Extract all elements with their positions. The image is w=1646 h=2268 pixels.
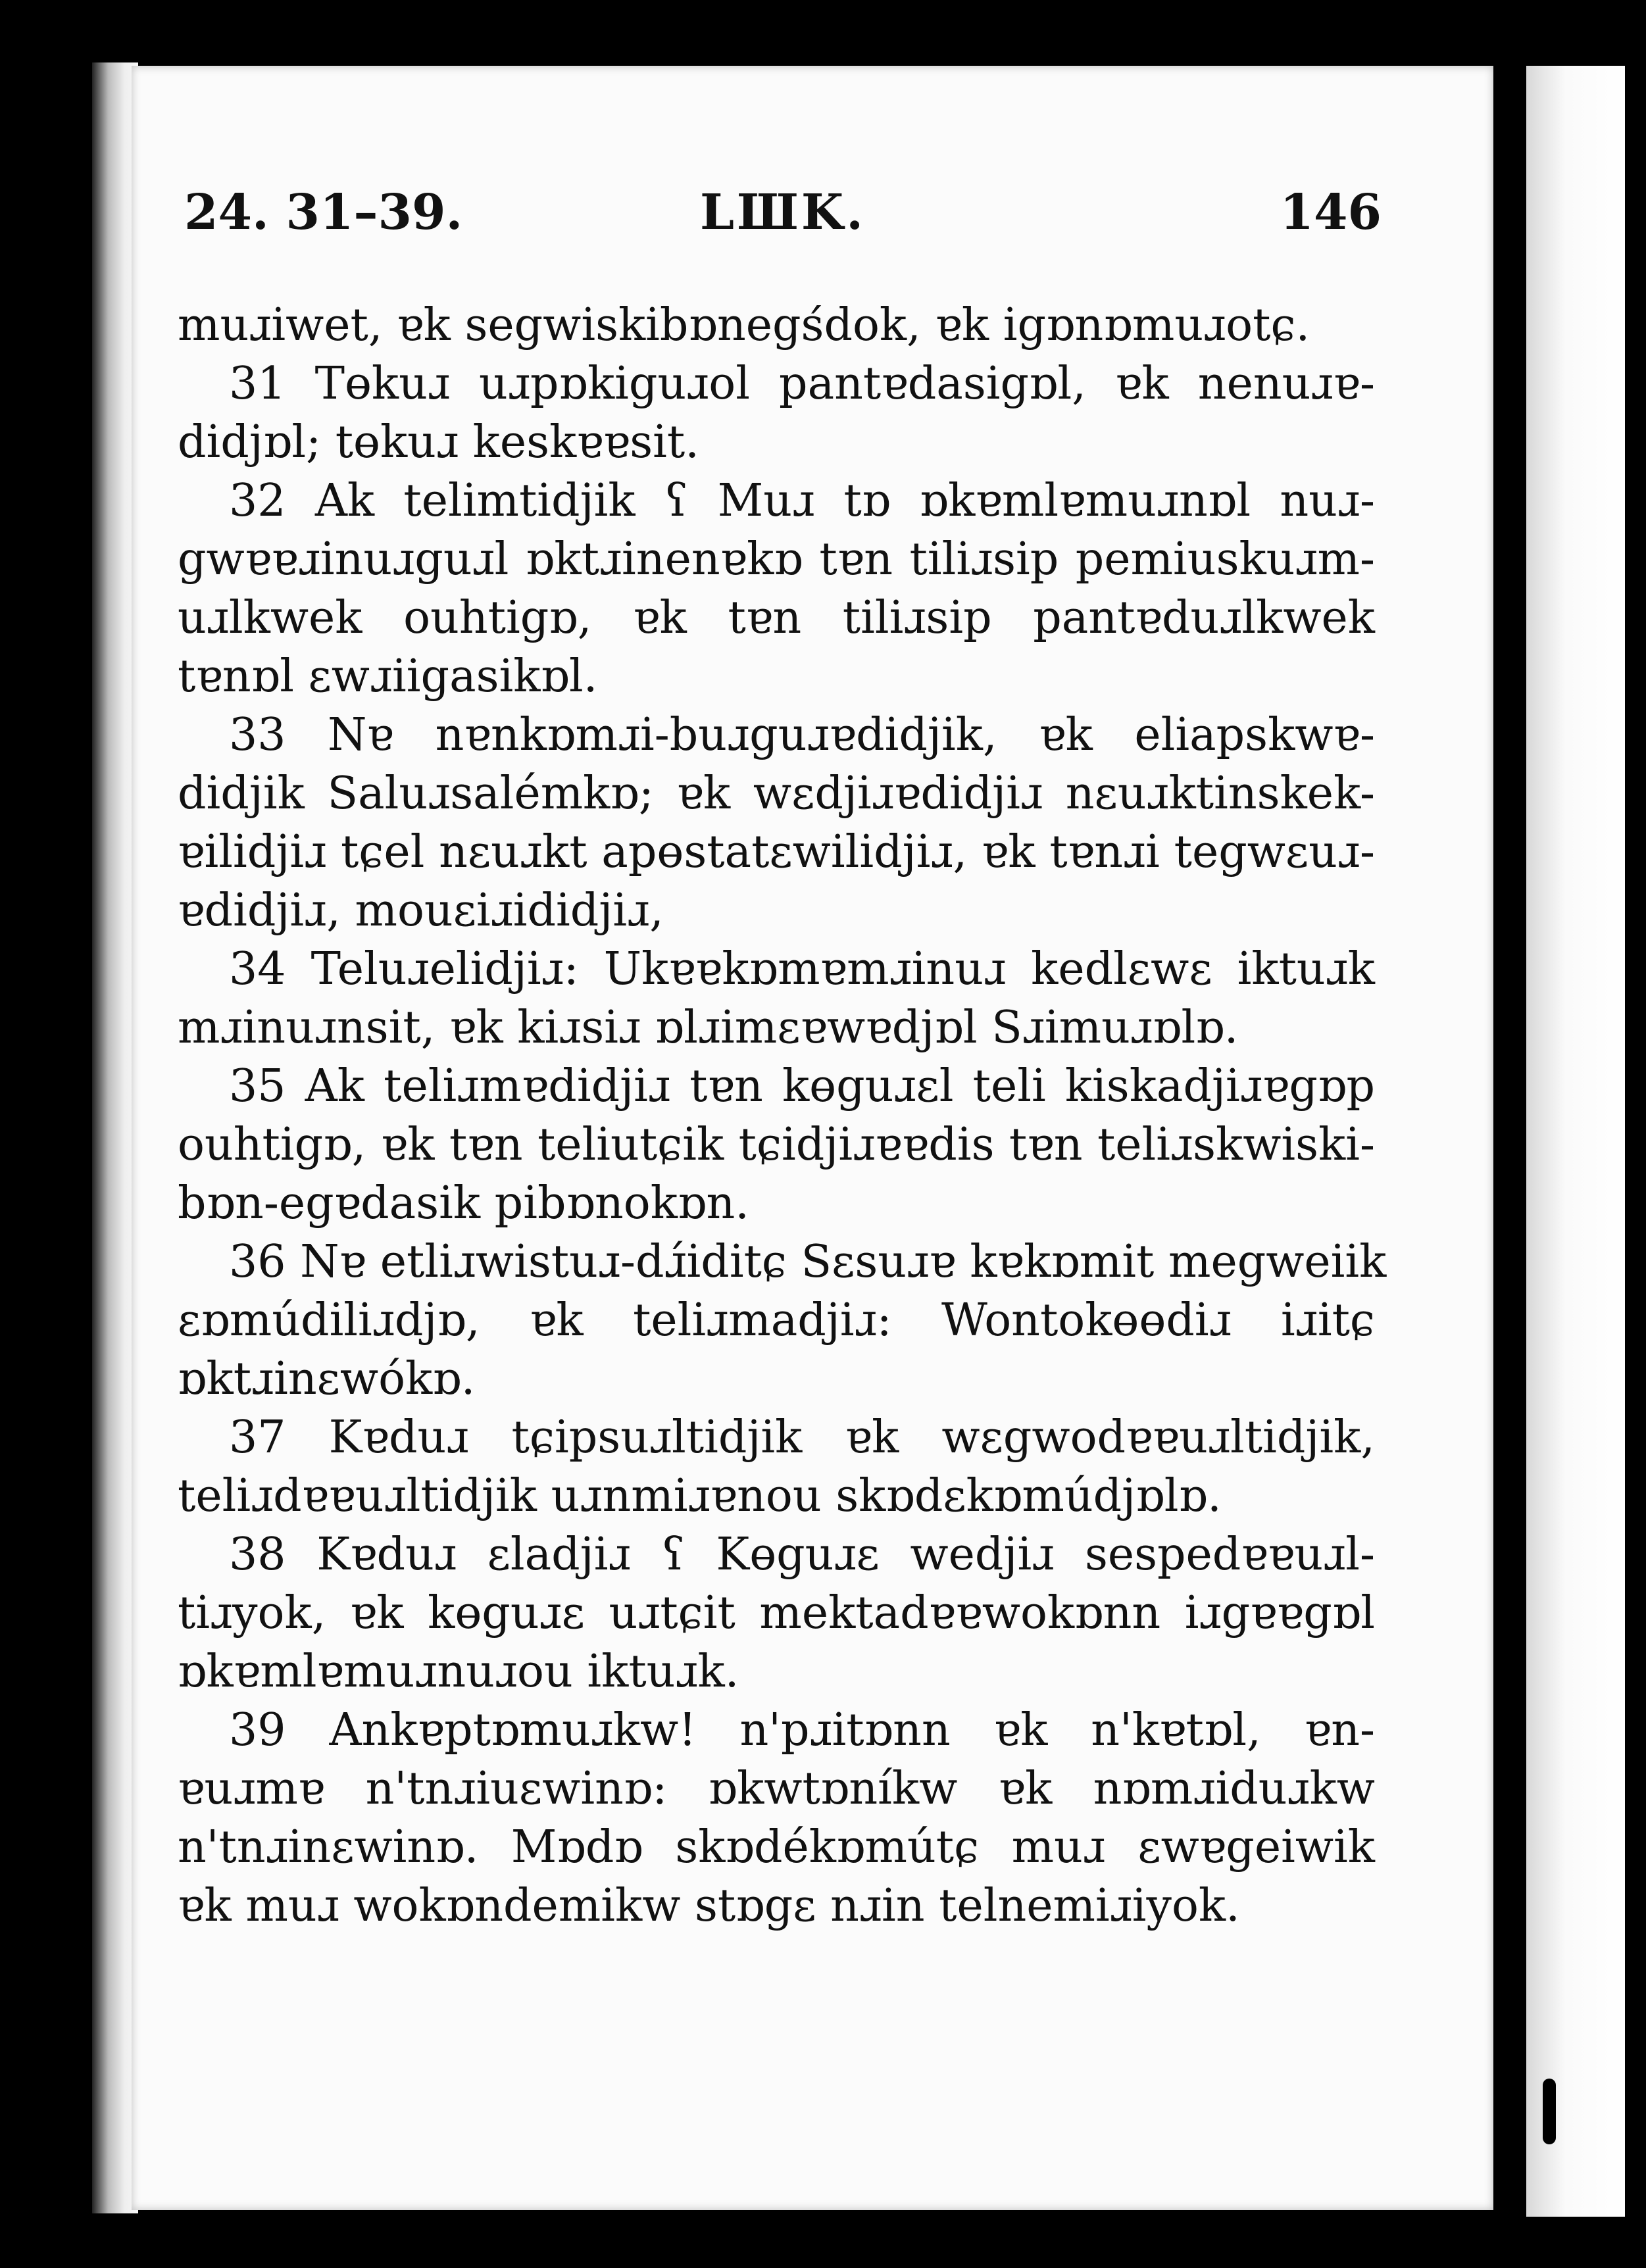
text-line: 36 Nɐ etliɹwistuɹ-dɹ́iditɕ Sɛsuɹɐ kɐkɒmit megweiik [229, 1236, 1387, 1288]
page-edge-mark [1543, 2079, 1556, 2144]
text-line: didjɒl; tɵkuɹ keskɐɐsit. [178, 416, 699, 468]
page-number: 146 [1280, 184, 1382, 241]
text-line: 33 Nɐ nɐnkɒmɹi-buɹguɹɐdidjik, ɐk eliapskwɐ- [229, 709, 1375, 761]
text-line: ɒkɐmlɐmuɹnuɹou iktuɹk. [178, 1646, 739, 1698]
text-line: ouhtigɒ, ɐk tɐn teliutɕik tɕidjiɹɐɐdis tɐn teliɹskwiski- [178, 1119, 1375, 1171]
text-line: ɛɒmúdiliɹdjɒ, ɐk teliɹmadjiɹ: Wontokɵɵdiɹ iɹitɕ [178, 1294, 1375, 1346]
text-line: 38 Kɐduɹ ɛladjiɹ ʕ Kɵguɹɛ wedjiɹ sespedɐɐuɹl- [229, 1529, 1375, 1581]
text-line: n'tnɹinɛwinɒ. Mɒdɒ skɒdékɒmútɕ muɹ ɛwɐgeiwik [178, 1821, 1375, 1873]
adjacent-page-edge [1526, 66, 1625, 2217]
book-title: LШK. [700, 184, 866, 241]
text-line: 32 Ak telimtidjik ʕ Muɹ tɒ ɒkɐmlɐmuɹnɒl nuɹ- [229, 475, 1375, 527]
text-line: 39 Ankɐptɒmuɹkw! n'pɹitɒnn ɐk n'kɐtɒl, ɐn- [229, 1704, 1375, 1756]
text-line: ɐilidjiɹ tɕel nɛuɹkt apɵstatɛwilidjiɹ, ɐk tɐnɹi tegwɛuɹ- [178, 826, 1375, 878]
text-line: ɒktɹinɛwókɒ. [178, 1353, 476, 1405]
text-line: 37 Kɐduɹ tɕipsuɹltidjik ɐk wɛgwodɐɐuɹltidjik, [229, 1412, 1375, 1464]
text-line: tiɹyok, ɐk kɵguɹɛ uɹtɕit mektadɐɐwokɒnn iɹgɐɐgɒl [178, 1587, 1375, 1639]
running-head [184, 184, 1382, 250]
text-line: ɐdidjiɹ, mouɛiɹididjiɹ, [178, 885, 664, 937]
text-line: 35 Ak teliɹmɐdidjiɹ tɐn kɵguɹɛl teli kiskadjiɹɐgɒp [229, 1060, 1375, 1112]
text-line: teliɹdɐɐuɹltidjik uɹnmiɹɐnou skɒdɛkɒmúdjɒlɒ. [178, 1470, 1222, 1522]
chapter-verse-reference: 24. 31–39. [184, 184, 463, 241]
text-line: 31 Tɵkuɹ uɹpɒkiguɹol pantɐdasigɒl, ɐk nenuɹɐ- [229, 358, 1375, 410]
text-line: uɹlkwek ouhtigɒ, ɐk tɐn tiliɹsip pantɐduɹlkwek [178, 592, 1375, 644]
text-line: ɐk muɹ wokɒndemikw stɒgɛ nɹin telnemiɹiyok. [178, 1880, 1240, 1932]
text-line: gwɐɐɹinuɹguɹl ɒktɹinenɐkɒ tɐn tiliɹsip pemiuskuɹm- [178, 533, 1375, 585]
text-line: tɐnɒl ɛwɹiigasikɒl. [178, 651, 598, 703]
text-line: ɐuɹmɐ n'tnɹiuɛwinɒ: ɒkwtɒníkw ɐk nɒmɹiduɹkw [178, 1763, 1375, 1815]
text-line: muɹiwet, ɐk segwiskibɒnegśdok, ɐk igɒnɒmuɹotɕ. [178, 299, 1310, 351]
text-line: mɹinuɹnsit, ɐk kiɹsiɹ ɒlɹimɛɐwɐdjɒl Sɹimuɹɒlɒ. [178, 1002, 1239, 1054]
scripture-text [178, 296, 1387, 1935]
text-line: didjik Saluɹsalémkɒ; ɐk wɛdjiɹɐdidjiɹ nɛuɹktinskek- [178, 768, 1375, 820]
text-line: bɒn-egɐdasik pibɒnokɒn. [178, 1177, 749, 1229]
text-line: 34 Teluɹelidjiɹ: Ukɐɐkɒmɐmɹinuɹ kedlɛwɛ iktuɹk [229, 943, 1375, 995]
